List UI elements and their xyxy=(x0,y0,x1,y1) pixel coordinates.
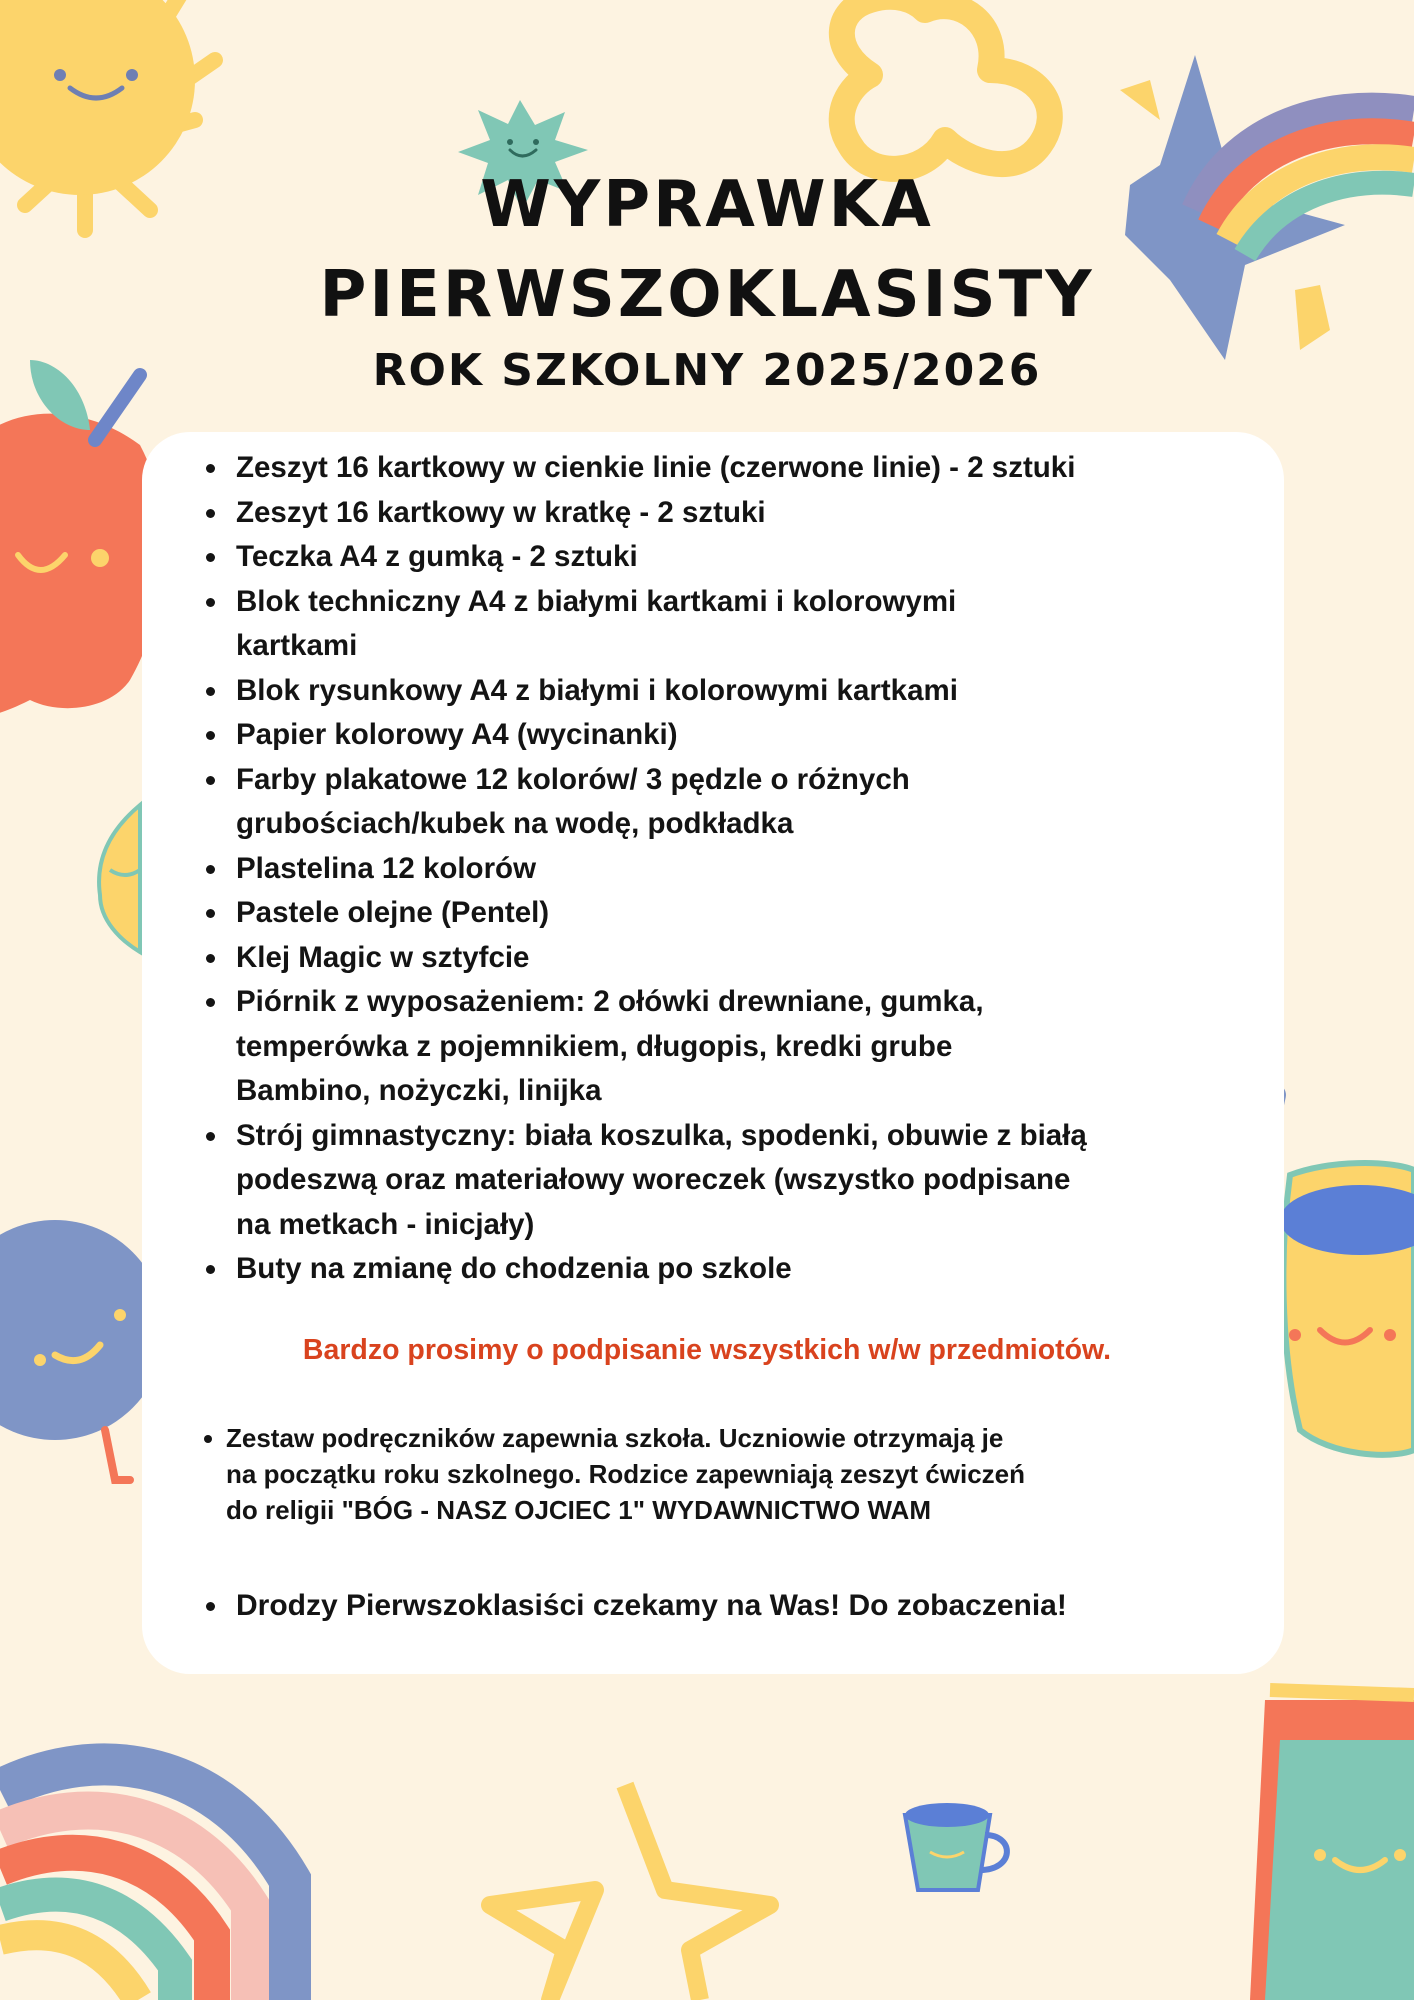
page-title-line2: PIERWSZOKLASISTY xyxy=(319,258,1095,332)
greeting-line xyxy=(236,1586,1067,1626)
yellow-leaf-icon xyxy=(99,805,140,952)
supply-item-text: Piórnik z wyposażeniem: 2 ołówki drewniane, gumka, xyxy=(236,985,984,1018)
textbooks-info-line1: Zestaw podręczników zapewnia szkoła. Uczniowie otrzymają je xyxy=(226,1423,1004,1453)
greeting-text: Drodzy Pierwszoklasiści czekamy na Was! Do zobaczenia! xyxy=(236,1589,1067,1622)
supply-list-item xyxy=(236,980,1256,1114)
textbooks-info-line2: na początku roku szkolnego. Rodzice zapewniają zeszyt ćwiczeń xyxy=(226,1459,1025,1489)
supply-item-text: Zeszyt 16 kartkowy w kratkę - 2 sztuki xyxy=(236,495,766,529)
supply-item-text: podeszwą oraz materiałowy woreczek (wszystko podpisane xyxy=(236,1163,1071,1196)
supply-list-item xyxy=(236,1114,1256,1248)
outline-star-icon xyxy=(490,1785,770,2000)
supply-list-item xyxy=(236,580,1256,669)
supply-list-item xyxy=(236,535,1256,580)
supply-list-item xyxy=(236,758,1256,847)
supply-list-item xyxy=(236,446,1256,491)
supply-list xyxy=(236,446,1256,1292)
supply-item-text: Farby plakatowe 12 kolorów/ 3 pędzle o różnych xyxy=(236,762,910,796)
book-icon xyxy=(1250,1690,1414,2000)
cup-icon xyxy=(1280,1163,1414,1455)
supply-item-text: Papier kolorowy A4 (wycinanki) xyxy=(236,718,678,751)
supply-item-text: Zeszyt 16 kartkowy w cienkie linie (czerwone linie) - 2 sztuki xyxy=(236,451,1076,484)
supply-item-text: temperówka z pojemnikiem, długopis, kredki grube xyxy=(236,1029,953,1063)
supply-item-text: Blok rysunkowy A4 z białymi i kolorowymi kartkami xyxy=(236,673,958,707)
supply-item-text: Buty na zmianę do chodzenia po szkole xyxy=(236,1252,792,1285)
supply-list-item xyxy=(236,847,1256,892)
supply-item-text: Plastelina 12 kolorów xyxy=(236,851,537,885)
textbooks-info xyxy=(226,1420,1186,1528)
rainbow-icon xyxy=(0,1764,290,2000)
supply-item-text: grubościach/kubek na wodę, podkładka xyxy=(236,807,794,840)
supply-item-text: kartkami xyxy=(236,629,358,662)
signing-request-note: Bardzo prosimy o podpisanie wszystkich w/w przedmiotów. xyxy=(302,1334,1112,1366)
textbooks-info-line3: do religii "BÓG - NASZ OJCIEC 1" WYDAWNICTWO WAM xyxy=(226,1495,931,1525)
supply-list-item xyxy=(236,936,1256,981)
page-title-line1: WYPRAWKA xyxy=(480,168,934,242)
supply-item-text: Blok techniczny A4 z białymi kartkami i kolorowymi xyxy=(236,584,957,618)
supply-item-text: Teczka A4 z gumką - 2 sztuki xyxy=(236,540,638,573)
school-year-subtitle: ROK SZKOLNY 2025/2026 xyxy=(372,345,1042,396)
bullet-dot xyxy=(206,1602,215,1611)
supply-item-text: Klej Magic w sztyfcie xyxy=(236,940,530,974)
supply-item-text: Strój gimnastyczny: biała koszulka, spodenki, obuwie z białą xyxy=(236,1118,1087,1152)
apple-icon xyxy=(0,360,164,715)
supply-list-item xyxy=(236,669,1256,714)
mug-icon xyxy=(905,1803,1007,1890)
supply-item-text: na metkach - inicjały) xyxy=(236,1207,535,1241)
supply-list-item xyxy=(236,713,1256,758)
bullet-dot xyxy=(204,1435,212,1443)
supply-list-item xyxy=(236,491,1256,536)
supply-list-item xyxy=(236,891,1256,936)
supply-item-text: Pastele olejne (Pentel) xyxy=(236,896,550,929)
supply-list-item xyxy=(236,1247,1256,1292)
supply-item-text: Bambino, nożyczki, linijka xyxy=(236,1074,602,1107)
flower-icon xyxy=(842,0,1050,169)
